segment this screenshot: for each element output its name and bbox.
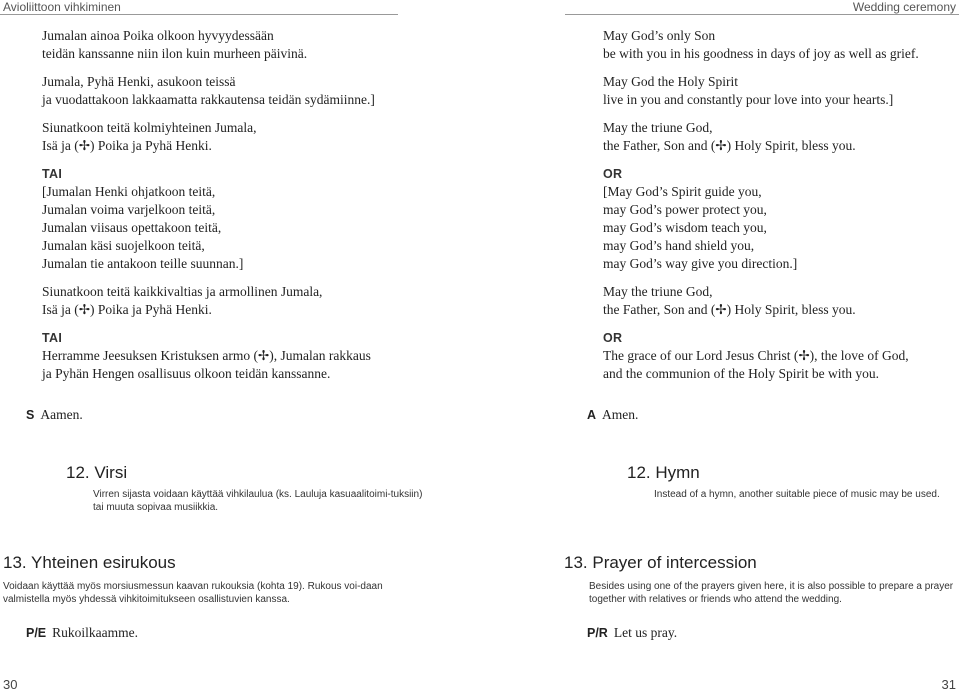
text-line: Isä ja (✢) Poika ja Pyhä Henki. [42, 302, 212, 317]
en-response [587, 407, 638, 423]
en-stanza-6 [603, 329, 953, 383]
text-line: Herramme Jeesuksen Kristuksen armo (✢), Jumalan rakkaus [42, 348, 371, 363]
text-line: Siunatkoon teitä kolmiyhteinen Jumala, [42, 120, 257, 135]
fi-pastor-line [26, 625, 138, 641]
en-pastor-line [587, 625, 677, 641]
text-line: may God’s power protect you, [603, 202, 767, 217]
en-stanza-5 [603, 283, 953, 319]
en-section-13-text: Besides using one of the prayers given here, it is also possible to prepare a prayer together with relatives or friends who attend the wedding. [589, 581, 954, 605]
english-blessing-column [603, 27, 953, 393]
text-line: may God’s hand shield you, [603, 238, 755, 253]
fi-stanza-3 [42, 119, 402, 155]
speaker-text: Let us pray. [613, 625, 678, 640]
speaker-text: Rukoilkaamme. [52, 625, 139, 640]
alternative-label: TAI [42, 331, 63, 345]
header-left: Avioliittoon vihkiminen [3, 0, 121, 14]
text-line: May the triune God, [603, 120, 713, 135]
text-line: Jumalan viisaus opettakoon teitä, [42, 220, 222, 235]
text-line: Jumalan tie antakoon teille suunnan.] [42, 256, 244, 271]
alternative-label: OR [603, 167, 623, 181]
text-line: and the communion of the Holy Spirit be with you. [603, 366, 879, 381]
finnish-blessing-column [42, 27, 402, 393]
text-line: be with you in his goodness in days of joy as well as grief. [603, 46, 919, 61]
text-line: [Jumalan Henki ohjatkoon teitä, [42, 184, 216, 199]
text-line: Isä ja (✢) Poika ja Pyhä Henki. [42, 138, 212, 153]
fi-section-13-text: Voidaan käyttää myös morsiusmessun kaavan rukouksia (kohta 19). Rukous voi-daan valmistella myös yhdessä vihkitoimitukseen osallistuvien kanssa. [3, 581, 383, 605]
text-line: May the triune God, [603, 284, 713, 299]
response-code: S [26, 408, 35, 422]
text-line: the Father, Son and (✢) Holy Spirit, bless you. [603, 138, 856, 153]
en-section-12-text: Instead of a hymn, another suitable piece of music may be used. [654, 489, 940, 500]
text-line: may God’s way give you direction.] [603, 256, 798, 271]
fi-section-12-title: 12. Virsi [66, 463, 128, 482]
text-line: May God the Holy Spirit [603, 74, 738, 89]
text-line: Jumalan ainoa Poika olkoon hyvyydessään [42, 28, 274, 43]
fi-stanza-6 [42, 329, 402, 383]
speaker-code: P/R [587, 626, 608, 640]
fi-stanza-4 [42, 165, 402, 273]
en-stanza-4 [603, 165, 953, 273]
text-line: ja Pyhän Hengen osallisuus olkoon teidän kanssanne. [42, 366, 331, 381]
text-line: Jumalan voima varjelkoon teitä, [42, 202, 216, 217]
text-line: the Father, Son and (✢) Holy Spirit, bless you. [603, 302, 856, 317]
alternative-label: TAI [42, 167, 63, 181]
text-line: teidän kanssanne niin ilon kuin murheen päivinä. [42, 46, 308, 61]
header-rule-right [565, 14, 959, 15]
en-section-13-title: 13. Prayer of intercession [564, 553, 757, 572]
response-text: Aamen. [40, 407, 83, 422]
header-rule-left [0, 14, 398, 15]
response-text: Amen. [602, 407, 639, 422]
en-stanza-2 [603, 73, 953, 109]
fi-stanza-1 [42, 27, 402, 63]
en-stanza-3 [603, 119, 953, 155]
fi-response [26, 407, 83, 423]
fi-section-12-text: Virren sijasta voidaan käyttää vihkilaulua (ks. Lauluja kasuaalitoimi-tuksiin) tai muuta sopivaa musiikkia. [93, 489, 423, 513]
speaker-code: P/E [26, 626, 47, 640]
page-number-right: 31 [941, 677, 956, 692]
en-stanza-1 [603, 27, 953, 63]
fi-stanza-2 [42, 73, 402, 109]
text-line: May God’s only Son [603, 28, 716, 43]
text-line: live in you and constantly pour love into your hearts.] [603, 92, 894, 107]
page-number-left: 30 [3, 677, 18, 692]
response-code: A [587, 408, 597, 422]
text-line: Siunatkoon teitä kaikkivaltias ja armollinen Jumala, [42, 284, 323, 299]
text-line: The grace of our Lord Jesus Christ (✢), the love of God, [603, 348, 909, 363]
en-section-12-title: 12. Hymn [627, 463, 700, 482]
text-line: Jumalan käsi suojelkoon teitä, [42, 238, 205, 253]
alternative-label: OR [603, 331, 623, 345]
text-line: may God’s wisdom teach you, [603, 220, 767, 235]
fi-section-13-title: 13. Yhteinen esirukous [3, 553, 176, 572]
fi-stanza-5 [42, 283, 402, 319]
text-line: ja vuodattakoon lakkaamatta rakkautensa teidän sydämiinne.] [42, 92, 375, 107]
text-line: Jumala, Pyhä Henki, asukoon teissä [42, 74, 236, 89]
header-right: Wedding ceremony [852, 0, 956, 14]
text-line: [May God’s Spirit guide you, [603, 184, 762, 199]
